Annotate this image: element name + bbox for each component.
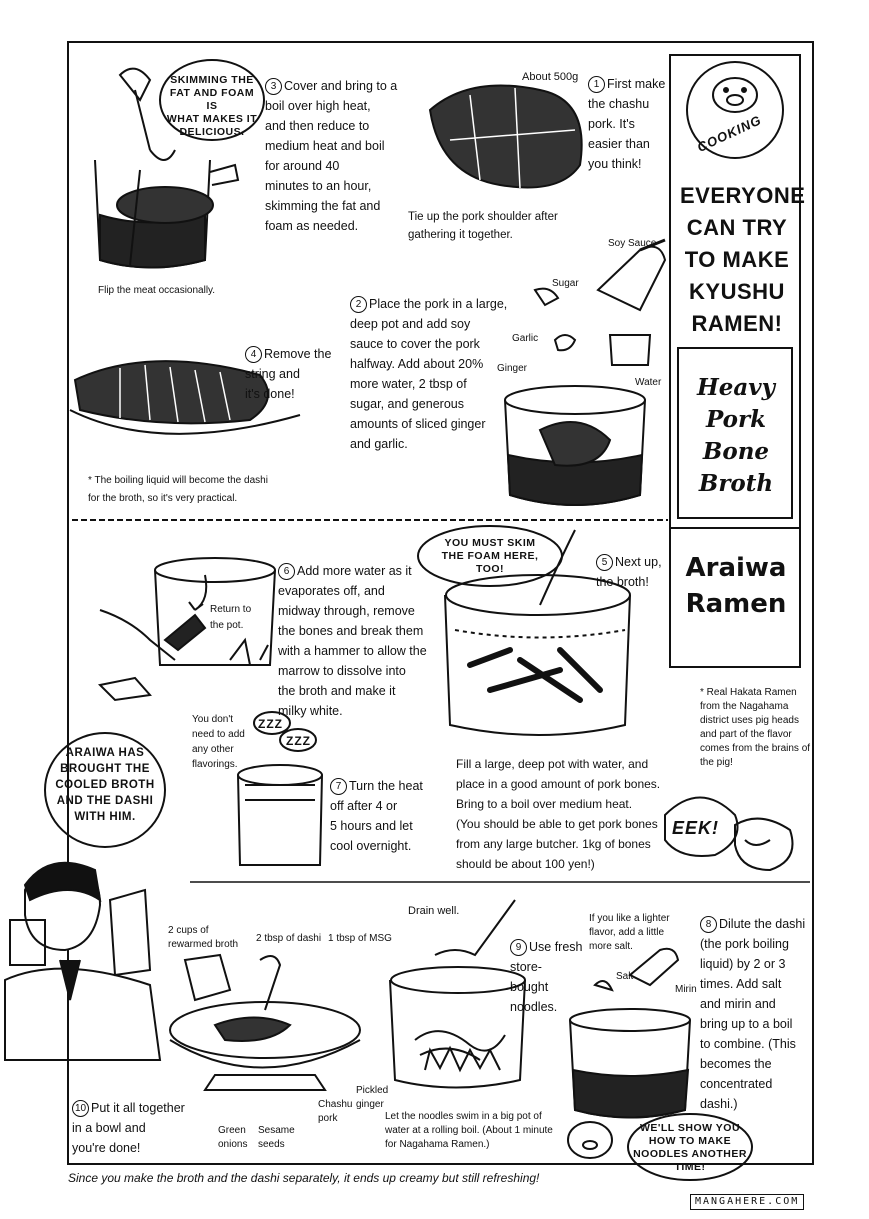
caption-tie-up: Tie up the pork shoulder after gathering it together. [408,211,558,241]
label-green-onions: Green onions [218,1125,248,1150]
step-number: 9 [510,939,527,956]
subtitle: Heavy Pork Bone Broth [697,374,775,497]
step-2 [350,274,507,454]
caption-no-flavor: You don't need to add any other flavorings. [192,714,245,770]
step-number: 4 [245,346,262,363]
label-sugar: Sugar [552,278,579,289]
bubble-skim-foam: YOU MUST SKIM THE FOAM HERE, TOO! [441,537,539,575]
label-ginger: Ginger [497,363,528,374]
label-tbsp-msg: 1 tbsp of MSG [328,933,392,944]
step-number: 2 [350,296,367,313]
sidebar-note: * Real Hakata Ramen from the Nagahama district uses pig heads and part of the flavor comes from the brains of the pig! [700,687,811,768]
step-text: Next up, the broth! [596,555,662,589]
step-text: Put it all together in a bowl and you're done! [72,1101,185,1155]
label-tbsp-dashi: 2 tbsp of dashi [256,933,322,944]
label-soy-sauce: Soy Sauce [608,238,657,249]
caption-swim: Let the noodles swim in a big pot of water at a rolling boil. (About 1 minute for Nagahama Ramen.) [385,1111,553,1150]
step-5 [596,532,662,592]
step-number: 5 [596,554,613,571]
step-3 [265,56,397,236]
step-number: 3 [265,78,282,95]
label-sesame: Sesame seeds [258,1125,295,1150]
step-8 [700,894,805,1114]
footer-caption: Since you make the broth and the dashi separately, it ends up creamy but still refreshing! [68,1171,540,1185]
sidebar-title [680,180,806,340]
caption-return-pot: Return to the pot. [210,604,252,631]
caption-dashi-note: * The boiling liquid will become the dashi for the broth, so it's very practical. [88,475,268,504]
label-cups-broth: 2 cups of rewarmed broth [168,925,239,950]
label-water: Water [635,377,662,388]
step-4 [245,324,331,404]
shop-name: Araiwa Ramen [685,553,787,619]
step-1 [588,54,665,174]
caption-flip: Flip the meat occasionally. [98,285,216,296]
step-number: 10 [72,1100,89,1117]
caption-fill-pot: Fill a large, deep pot with water, and place in a good amount of pork bones. Bring to a boil over medium heat. (You should be able to get pork bones from any large butcher. 1kg of bones should be about 100 yen!) [456,757,661,871]
label-mirin: Mirin [675,984,697,995]
caption-lighter: If you like a lighter flavor, add a little more salt. [589,913,670,952]
step-6 [278,541,427,721]
label-salt: Salt [616,971,634,982]
bubble-araiwa: ARAIWA HAS BROUGHT THE COOLED BROTH AND THE DASHI WITH HIM. [55,747,155,823]
step-text: Remove the string and it's done! [245,347,332,401]
step-text: Cover and bring to a boil over high heat, and then reduce to medium heat and boil for around 40 minutes to an hour, skimming the fat and foam as needed. [265,79,398,233]
step-number: 8 [700,916,717,933]
step-text: Turn the heat off after 4 or 5 hours and let cool overnight. [330,779,423,853]
label-pickled-ginger: Pickled ginger [356,1085,389,1110]
step-text: First make the chashu pork. It's easier than you think! [588,77,666,171]
step-text: Use fresh store- bought noodles. [510,940,583,1014]
step-number: 6 [278,563,295,580]
bubble-skim-fat: SKIMMING THE FAT AND FOAM IS WHAT MAKES IT DELICIOUS. [166,74,258,138]
watermark: MANGAHERE.COM [690,1194,804,1210]
label-chashu: Chashu pork [318,1099,353,1124]
step-10 [72,1078,185,1158]
step-text: Add more water as it evaporates off, and midway through, remove the bones and break them with a hammer to allow the marrow to dissolve into the broth and make it milky white. [278,564,427,718]
cooking-badge: COOKING [694,112,764,155]
step-number: 1 [588,76,605,93]
headline: EVERYONE CAN TRY TO MAKE KYUSHU RAMEN! [680,183,806,336]
caption-about-500g: About 500g [522,71,579,83]
step-text: Dilute the dashi (the pork boiling liquid) by 2 or 3 times. Add salt and mirin and bring up to a boil to combine. (This becomes the concentrated dashi.) [700,917,806,1111]
zzz-1: ZZZ [258,717,283,731]
label-garlic: Garlic [512,333,539,344]
bubble-noodles: WE'LL SHOW YOU HOW TO MAKE NOODLES ANOTHER TIME! [633,1122,747,1173]
eek-text: EEK! [672,818,720,838]
caption-drain: Drain well. [408,905,460,917]
step-number: 7 [330,778,347,795]
zzz-2: ZZZ [286,734,311,748]
step-7 [330,756,423,856]
step-text: Place the pork in a large, deep pot and add soy sauce to cover the pork halfway. Add about 20% more water, 2 tbsp of sugar, and generous amounts of sliced ginger and garlic. [350,297,508,451]
step-9 [510,917,583,1017]
